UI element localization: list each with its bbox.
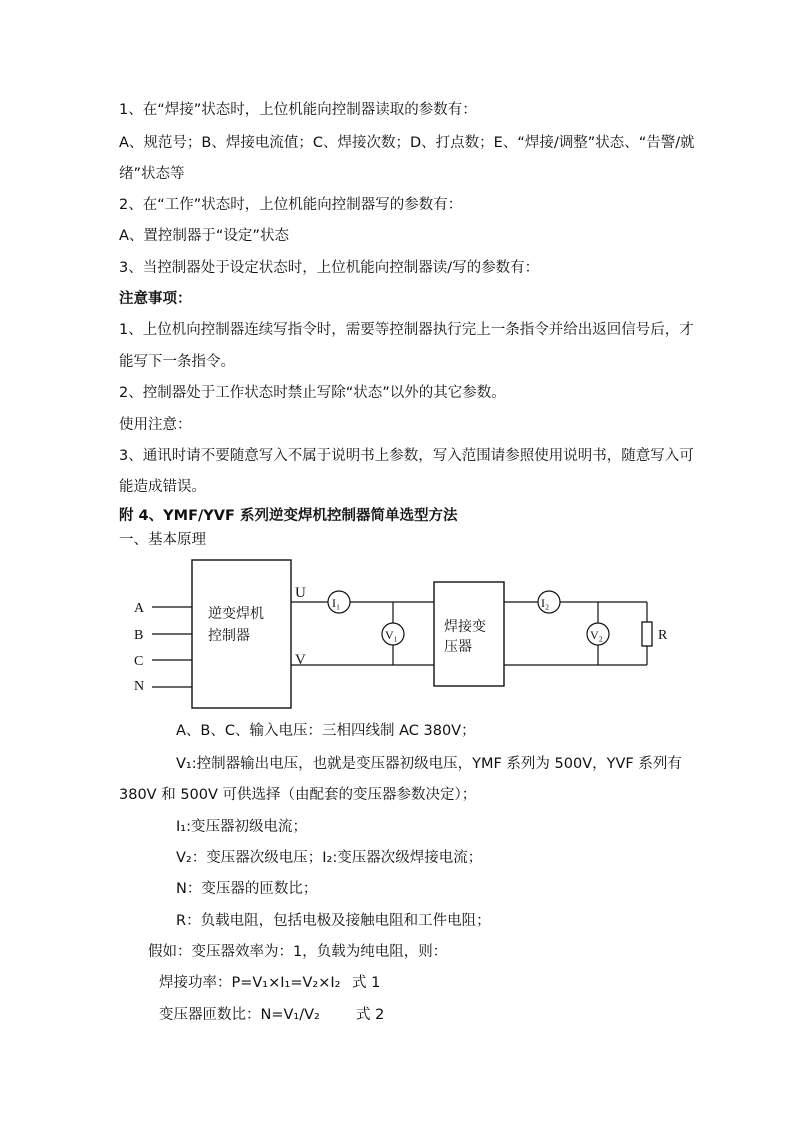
text-line: 2、控制器处于工作状态时禁止写除“状态”以外的其它参数。 [119, 385, 506, 401]
appendix-heading: 附 4、YMF/YVF 系列逆变焊机控制器简单选型方法 [119, 508, 458, 524]
resistor-icon [642, 622, 652, 646]
text-line: 能写下一条指令。 [119, 354, 235, 370]
transformer-label-line2: 压器 [444, 639, 472, 655]
text-line: 能造成错误。 [119, 479, 206, 495]
input-wires [152, 607, 192, 687]
meter-label-v2: V₂ [590, 628, 603, 642]
note-line: A、B、C、输入电压：三相四线制 AC 380V； [176, 723, 476, 739]
meter-label-i1: I₁ [332, 596, 341, 610]
note-line: R：负载电阻，包括电极及接触电阻和工件电阻； [176, 913, 491, 929]
formula-2-tag: 式 2 [356, 1007, 385, 1023]
text-line: 2、在“工作”状态时，上位机能向控制器写的参数有： [119, 197, 463, 213]
text-line: 1、在“焊接”状态时，上位机能向控制器读取的参数有： [119, 102, 477, 118]
text-line: 使用注意： [119, 417, 192, 433]
input-label-a: A [134, 601, 145, 616]
text-line: 绪”状态等 [119, 166, 185, 182]
note-line: N：变压器的匝数比； [176, 881, 318, 897]
output-label-v: V [295, 652, 306, 668]
controller-label-line2: 控制器 [208, 628, 250, 644]
circuit-diagram [120, 552, 680, 712]
note-line: I₁:变压器初级电流； [176, 819, 307, 835]
meter-label-i2: I₂ [541, 596, 550, 610]
subsection-heading: 一、基本原理 [119, 532, 206, 548]
formula-2: 变压器匝数比：N=V₁/V₂ [159, 1007, 320, 1023]
note-line: V₁:控制器输出电压，也就是变压器初级电压，YMF 系列为 500V，YVF 系列有 [176, 756, 682, 772]
note-line: 380V 和 500V 可供选择（由配套的变压器参数决定）； [119, 787, 477, 803]
text-line: 1、上位机向控制器连续写指令时，需要等控制器执行完上一条指令并给出返回信号后，才 [119, 322, 694, 338]
transformer-label-line1: 焊接变 [444, 619, 486, 635]
input-label-b: B [134, 628, 144, 643]
resistor-label: R [658, 628, 668, 643]
note-line: 假如：变压器效率为：1，负载为纯电阻，则： [148, 944, 448, 960]
meter-label-v1: V₁ [385, 628, 398, 642]
controller-label-line1: 逆变焊机 [208, 606, 264, 622]
text-line: A、规范号；B、焊接电流值；C、焊接次数；D、打点数；E、“焊接/调整”状态、“告警/就 [119, 135, 695, 151]
input-label-n: N [134, 679, 145, 694]
secondary-wires [504, 602, 647, 665]
note-line: V₂：变压器次级电压；I₂:变压器次级焊接电流； [176, 850, 483, 866]
input-label-c: C [134, 654, 144, 669]
formula-1: 焊接功率：P=V₁×I₁=V₂×I₂ [159, 975, 341, 991]
text-line: 3、通讯时请不要随意写入不属于说明书上参数，写入范围请参照使用说明书，随意写入可 [119, 448, 694, 464]
text-line: A、置控制器于“设定”状态 [119, 228, 289, 244]
output-label-u: U [295, 585, 306, 601]
formula-1-tag: 式 1 [352, 975, 381, 991]
text-line: 3、当控制器处于设定状态时，上位机能向控制器读/写的参数有： [119, 260, 540, 276]
section-heading: 注意事项： [119, 291, 192, 307]
primary-wires [291, 602, 434, 665]
